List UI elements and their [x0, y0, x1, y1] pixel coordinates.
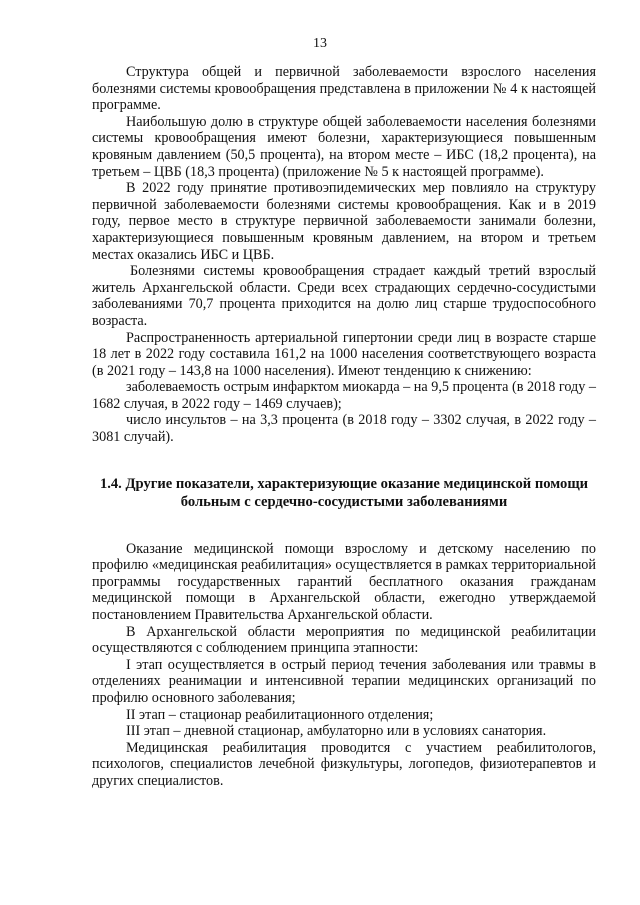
- paragraph-largest-share: Наибольшую долю в структуре общей заболеваемости населения болезнями системы кровообращения имеют болезни, характеризующиеся повышенным кровяным давлением (50,5 процента), на втором месте – ИБС (18,2 процента), на третьем – ЦВБ (18,3 процента) (приложение № 5 к настоящей программе).: [92, 113, 596, 180]
- document-body: [92, 64, 596, 790]
- paragraph-stage-two: II этап – стационар реабилитационного отделения;: [126, 706, 434, 723]
- paragraph-stage-three: III этап – дневной стационар, амбулаторно или в условиях санатория.: [126, 723, 547, 740]
- page-number: 13: [313, 36, 327, 51]
- paragraph-hypertension: Распространенность артериальной гипертонии среди лиц в возрасте старше 18 лет в 2022 году составила 161,2 на 1000 населения соответствующего возраста (в 2021 году – 143,8 на 1000 населения). Имеют тенденцию к снижению:: [92, 329, 596, 379]
- paragraph-infarction: заболеваемость острым инфарктом миокарда – на 9,5 процента (в 2018 году – 1682 случая, в 2022 году – 1469 случаев);: [92, 379, 596, 412]
- section-heading: 1.4. Другие показатели, характеризующие оказание медицинской помощи больным с сердечно-сосудистыми заболеваниями: [99, 475, 589, 510]
- paragraph-structure-morbidity: Структура общей и первичной заболеваемости взрослого населения болезнями системы кровообращения представлена в приложении № 4 к настоящей программе.: [92, 64, 596, 114]
- paragraph-rehabilitation-provision: Оказание медицинской помощи взрослому и детскому населению по профилю «медицинская реабилитация» осуществляется в рамках территориальной программы государственных гарантий бесплатного оказания гражданам медицинской помощи в Архангельской области, ежегодно утверждаемой постановлением Правительства Архангельской области.: [92, 540, 596, 624]
- paragraph-specialists: Медицинская реабилитация проводится с участием реабилитологов, психологов, специалистов лечебной физкультуры, логопедов, физиотерапевтов и других специалистов.: [92, 739, 596, 789]
- paragraph-2022-measures: В 2022 году принятие противоэпидемических мер повлияло на структуру первичной заболеваемости болезнями системы кровообращения. Как и в 2019 году, первое место в структуре первичной заболеваемости занимали болезни, характеризующиеся повышенным кровяным давлением, на втором и третьем местах оказались ИБС и ЦВБ.: [92, 180, 596, 263]
- paragraph-rehabilitation-stages: В Архангельской области мероприятия по медицинской реабилитации осуществляются с соблюдением принципа этапности:: [92, 623, 596, 657]
- paragraph-strokes: число инсультов – на 3,3 процента (в 2018 году – 3302 случая, в 2022 году – 3081 случай).: [92, 412, 596, 446]
- paragraph-every-third: Болезнями системы кровообращения страдает каждый третий взрослый житель Архангельской области. Среди всех страдающих сердечно-сосудистыми заболеваниями 70,7 процента приходится на долю лиц старше трудоспособного возраста.: [92, 263, 596, 329]
- paragraph-stage-one: I этап осуществляется в острый период течения заболевания или травмы в отделениях реанимации и интенсивной терапии медицинских организаций по профилю основного заболевания;: [92, 656, 596, 706]
